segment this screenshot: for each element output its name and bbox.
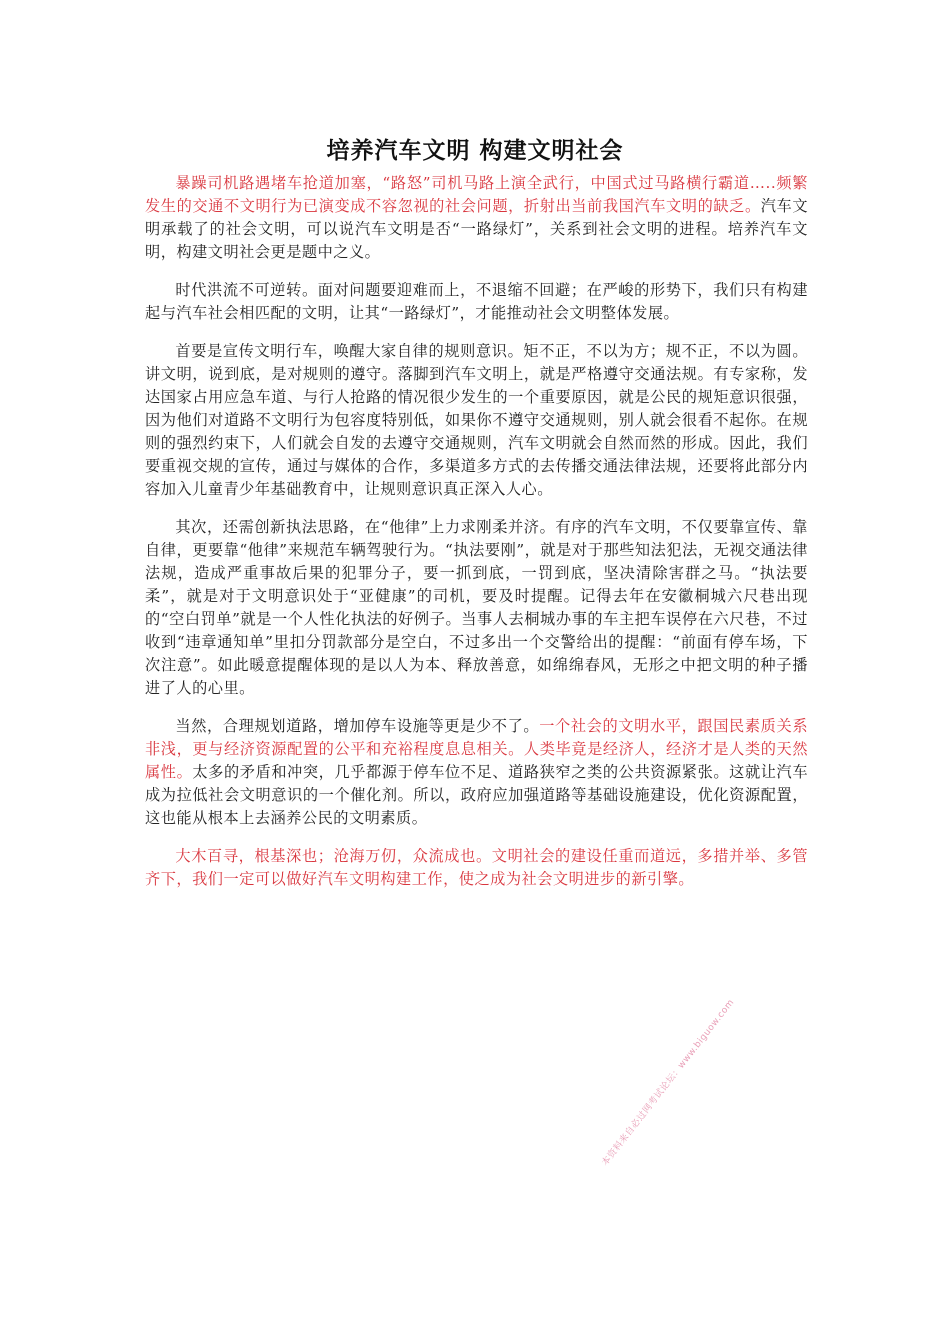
paragraph [145, 340, 808, 501]
body-text: 汽车文明承载了的社会文明，可以说汽车文明是否“一路绿灯”，关系到社会文明的进程。培养汽车文明，构建文明社会更是题中之义。 [145, 197, 809, 261]
highlighted-text: 暴躁司机路遇堵车抢道加塞，“路怒”司机马路上演全武行，中国式过马路横行霸道…..频繁发生的交通不文明行为已演变成不容忽视的社会问题，折射出当前我国汽车文明的缺乏。 [145, 174, 808, 215]
body-text: 首要是宣传文明行车，唤醒大家自律的规则意识。矩不正，不以为方；规不正，不以为圆。讲文明，说到底，是对规则的遵守。落脚到汽车文明上，就是严格遵守交通法规。有专家称，发达国家占用应急车道、与行人抢路的情况很少发生的一个重要原因，就是公民的规矩意识很强，因为他们对道路不文明行为包容度特别低，如果你不遵守交通规则，别人就会很看不起你。在规则的强烈约束下，人们就会自发的去遵守交通规则，汽车文明就会自然而然的形成。因此，我们要重视交规的宣传，通过与媒体的合作，多渠道多方式的去传播交通法律法规，还要将此部分内容加入儿童青少年基础教育中，让规则意识真正深入人心。 [145, 342, 808, 498]
paragraph [145, 845, 808, 891]
body-text: 其次，还需创新执法思路，在“他律”上力求刚柔并济。有序的汽车文明，不仅要靠宣传、靠自律，更要靠“他律”来规范车辆驾驶行为。“执法要刚”，就是对于那些知法犯法，无视交通法律法规，造成严重事故后果的犯罪分子，要一抓到底，一罚到底，坚决清除害群之马。“执法要柔”，就是对于文明意识处于“亚健康”的司机，要及时提醒。记得去年在安徽桐城六尺巷出现的“空白罚单”就是一个人性化执法的好例子。当事人去桐城办事的车主把车误停在六尺巷，不过收到“违章通知单”里扣分罚款部分是空白，不过多出一个交警给出的提醒：“前面有停车场，下次注意”。如此暖意提醒体现的是以人为本、释放善意，如绵绵春风，无形之中把文明的种子播进了人的心里。 [145, 518, 808, 697]
body-text: 时代洪流不可逆转。面对问题要迎难而上，不退缩不回避；在严峻的形势下，我们只有构建起与汽车社会相匹配的文明，让其“一路绿灯”，才能推动社会文明整体发展。 [145, 281, 808, 322]
highlighted-text: 大木百寻，根基深也；沧海万仞，众流成也。文明社会的建设任重而道远，多措并举、多管齐下，我们一定可以做好汽车文明构建工作，使之成为社会文明进步的新引擎。 [145, 847, 808, 888]
paragraph [145, 172, 808, 264]
body-text: 太多的矛盾和冲突，几乎都源于停车位不足、道路狭窄之类的公共资源紧张。这就让汽车成为拉低社会文明意识的一个催化剂。所以，政府应加强道路等基础设施建设，优化资源配置，这也能从根本上去涵养公民的文明素质。 [145, 763, 809, 827]
paragraph [145, 516, 808, 700]
highlighted-text: 一个社会的文明水平，跟国民素质关系非浅，更与经济资源配置的公平和充裕程度息息相关。人类毕竟是经济人，经济才是人类的天然属性。 [145, 717, 809, 781]
document-body [145, 172, 808, 906]
watermark: 本资料来自必过网考试论坛：www.biguow.com [600, 997, 737, 1169]
document-title: 培养汽车文明 构建文明社会 [326, 138, 624, 164]
paragraph [145, 279, 808, 325]
paragraph [145, 715, 808, 830]
body-text: 当然，合理规划道路，增加停车设施等更是少不了。 [175, 717, 540, 735]
